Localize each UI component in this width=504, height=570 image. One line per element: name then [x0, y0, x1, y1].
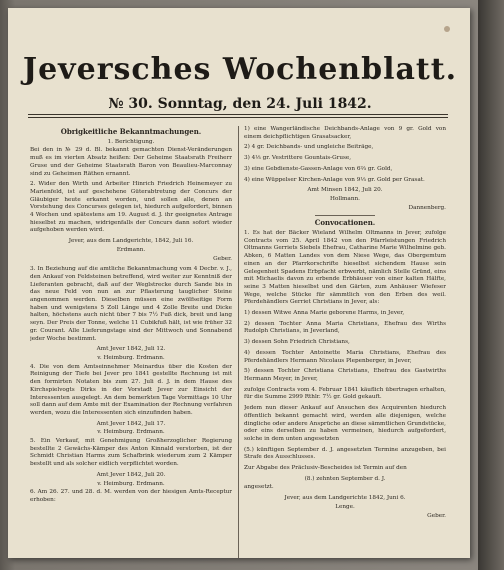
c6-text: angesetzt.	[244, 484, 274, 491]
c1-c: 3) dessen Sohn Friedrich Christians,	[244, 339, 350, 346]
b6-text: 6. Am 26. 27. und 28. d. M. werden von der hiesigen Amts-Receptur erhoben:	[30, 489, 232, 503]
b4-sig1: Amt Jever 1842, Juli 17.	[96, 420, 166, 427]
ink-spot	[444, 26, 450, 32]
list-item-4: 3) eine Gebdienste-Gassen-Anlage von 6⅔ gr. Gold,	[244, 165, 393, 172]
column-separator	[238, 126, 239, 558]
c3-text: (5.) künftigen September d. J. angesetzten Termine anzugeben, bei Strafe des Ausschlusses.	[244, 446, 446, 461]
b1-text: Bei den in № 29 d. Bl. bekannt gemachten Dienst-Veränderungen muß es im vierten Absatz heißen: Der Geheime Staatsrath Freiherr Gruse und der Geheime Staatsrath Baron von Beaulieu-Marconnay sind zu Geheimen Räthen ernannt.	[30, 147, 232, 177]
b3-text: 3. In Beziehung auf die amtliche Bekanntmachung vom 4 Decbr. v. J., den Ankauf von Feldsteinen betreffend, wird weiter zur Kenntniß der Lieferanten gebracht, daß auf der Weglstrecke durch Sande bis in das neue Feld von nun an zur Pflasterung tauglicher Steine angenommen werden. Dieselben müssen eine zwölfseitige Form haben und wenigstens 5 Zoll Länge und 4 Zolle Breite und Dicke halten, höchstens auch nicht über 7 bis 7½ Fuß dick, breit und lang seyn. Der Preis der Tonne, welche 11 Cubikfuß hält, ist wie früher 32 gr. Courant. Alle Lieferungstage sind der Mittwoch und Sonnabend jeder Woche bestimmt.	[30, 266, 232, 342]
list-item-2: 2) 4 gr. Deichbands- und ungleiche Beiträge,	[244, 144, 374, 151]
book-edge	[478, 0, 504, 570]
divider	[315, 215, 375, 216]
b2-text: 2. Wider den Wirth und Arbeiter Hinrich Friedrich Heinemeyer zu Marienfeld, ist auf geschehene Güterabtretung der Concurs der Gläubiger heute erkannt worden, und sollen alle, denen an Vorstehung des Concurses gelegen ist, hiedurch aufgefordert, binnen 4 Wochen und spätestens am 19. August d. J. ihr geeignetes Antrage hieselbst zu machen, widrigenfalls der Concurs dann sofort wieder aufgehoben werden wird.	[30, 181, 232, 234]
list-sig1: Amt Minsen 1842, Juli 20.	[307, 187, 383, 194]
b5-sig1: Amt Jever 1842, Juli 20.	[96, 471, 166, 478]
b5-text: 5. Ein Verkauf, mit Genehmigung Großherzoglicher Regierung bestellte 2 Gewächs-Kämper des Anton Kinnald verstorben, ist der Schmidt Christian Harms zum Schafbrink wiederum zum 2 Kämper bestellt und als solcher eidlich verpflichtet worden.	[30, 438, 232, 468]
list-sig2: Hollmann.	[330, 195, 360, 202]
right-column	[244, 126, 446, 558]
dannenberg: Dannenberg.	[408, 204, 446, 211]
c1-b: 2) dessen Tochter Anna Maria Christians, Ehefrau des Wirths Rudolph Christians, in Jeverland,	[244, 320, 446, 335]
c-sig3: Geber.	[427, 512, 446, 519]
b3-sig1: Amt Jever 1842, Juli 12.	[96, 346, 166, 353]
c1-d: 4) dessen Tochter Antoinette Maria Christians, Ehefrau des Pferdehändlers Hermann Nicolaus Plepenberger, in Jever,	[244, 349, 446, 364]
b1-title: 1. Berichtigung.	[107, 138, 155, 145]
b4-text: 4. Die von dem Amtseinnehmer Meinardus über die Kosten der Reinigung der Tiefe bei Jever pro 1841 gestellte Rechnung ist mit den formirten Notaten bis zum 27. Juli d. J. in dem Hause des Kirchspielvogts Dirks in der Vorstadt Jever zur Einsicht der Interessenten ausgelegt. An dem bemerkten Tage Vormittags 10 Uhr soll dann auf dem Amte mit der Examination der Rechnung verfahren werden, wozu die Interessenten sich einzufinden haben.	[30, 363, 232, 416]
c-sig1: Jever, aus dem Landgerichte 1842, Juni 6.	[284, 495, 406, 502]
heading-convocations: Convocationen.	[314, 218, 376, 228]
issue-line: № 30. Sonntag, den 24. Juli 1842.	[108, 96, 372, 112]
list-item-1: 1) eine Wangerländische Deichbands-Anlage von 9 gr. Gold von einem deichpflichtigen Grasatsacker,	[244, 126, 446, 140]
c1-f: zufolge Contracts vom 4. Februar 1841 käuflich übertragen erhalten, für die Summe 2999 Rthlr. 7½ gr. Gold gekauft.	[244, 386, 446, 401]
b3-sig2: v. Heimburg. Erdmann.	[97, 354, 165, 361]
top-rule-2	[28, 117, 448, 118]
b2-sig1: Jever, aus dem Landgerichte, 1842, Juli 16.	[68, 238, 194, 245]
c-sig2: Lenge.	[335, 503, 355, 510]
newspaper-page	[8, 8, 470, 558]
c1-a: 1) dessen Witwe Anna Marie geborene Harms, in Jever,	[244, 310, 405, 317]
heading-official: Obrigkeitliche Bekanntmachungen.	[60, 127, 202, 136]
c2-text: Jedem nun dieser Ankauf auf Ansuchen des Acquirenten hiedurch öffentlich bekannt gemacht wird, werden alle diejenigen, welche dingliche oder andere Ansprüche an diese sämmtlichen Grundstücke, oder eins derselben zu haben vermeinen, hiedurch aufgefordert, solche in dem unten angesetzten	[244, 405, 446, 442]
b2-sig2: Erdmann.	[116, 246, 146, 253]
c1-e: 5) dessen Tochter Christiana Christians, Ehefrau des Gastwirths Hermann Meyer, in Jever,	[244, 368, 446, 382]
left-column	[30, 126, 232, 558]
c4-text: Zur Abgabe des Präclusiv-Bescheides ist Termin auf den	[244, 465, 407, 472]
list-item-3: 3) 4⅓ gr. Vestrittere Gountais-Gruse,	[244, 155, 352, 162]
b2-sig3: Geber.	[213, 255, 232, 262]
b4-sig2: v. Heimburg. Erdmann.	[97, 429, 165, 436]
top-rule	[28, 114, 448, 115]
c5-text: (8.) zehnten September d. J.	[304, 475, 386, 482]
masthead: Jeversches Wochenblatt.	[22, 52, 458, 87]
list-item-5: 4) eine Wüppelser Kirchen-Anlage von 9⅓ gr. Gold per Grasat.	[244, 176, 425, 183]
c1-text: 1. Es hat der Bäcker Wieland Wilhelm Oltmanns in Jever, zufolge Contracts vom 25. April 1842 von den Pfarrleistungen Friedrich Oltmanns Gerriets Siebels Ehefrau, Catharine Marie Wilhelmine geb. Abken, 6 Matten Landes von dem Niese Wege, das Obergemtum einen an der Pfarrkorschrifte hieselbst sichendem Hause sein Gelegenheit Spadens Erbpfacht erbwerbt, nämlich Stelle Gründ, eins mit Michaelis davon zu erbende Erbhäuser von einer kalten Hälfte, seine 3 Matten hieselbst und den Gärten, zum Anhäuser Wiefeser Wege, welche Stücke für sämmtlich von den Erben des weil. Pferdehändlers Gerriet Christians in Jever, als:	[244, 230, 446, 306]
b5-sig2: v. Heimburg. Erdmann.	[97, 480, 165, 487]
